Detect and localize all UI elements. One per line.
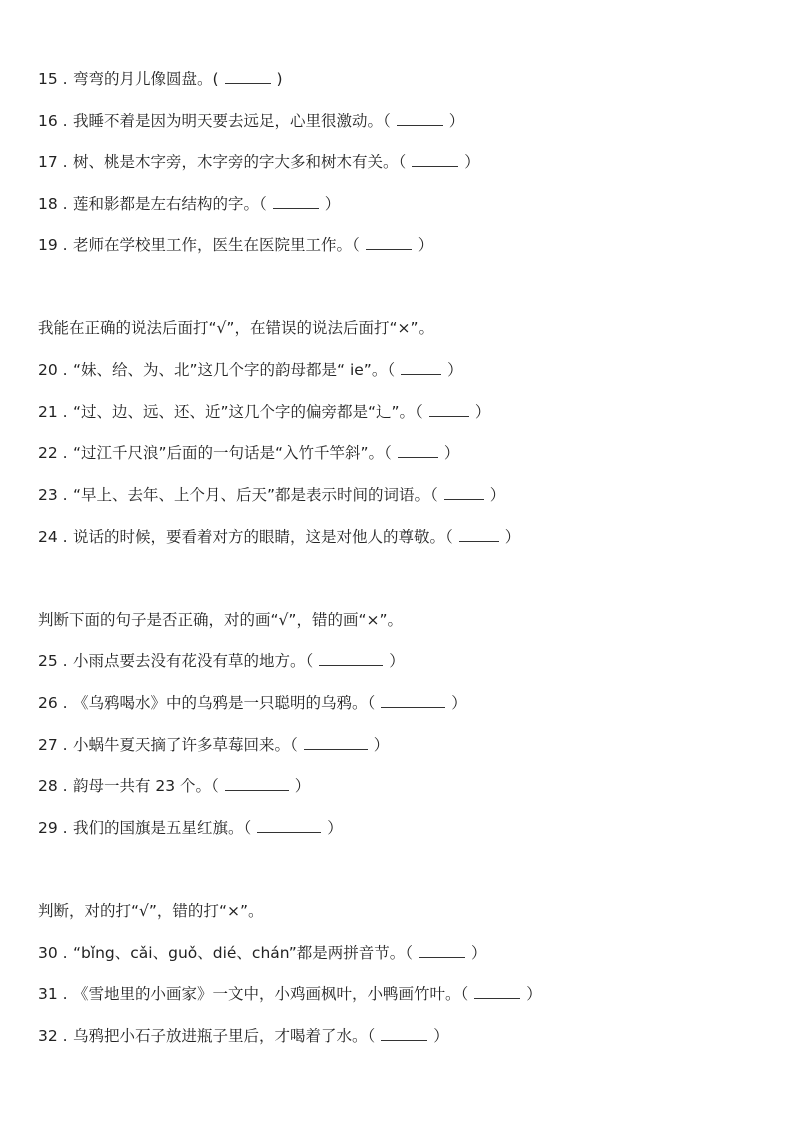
answer-blank[interactable] [419,944,465,958]
question-29 [38,818,343,838]
question-number: 16 . [38,112,68,130]
question-27 [38,735,389,755]
question-text: 我们的国旗是五星红旗。（ [72,819,252,837]
question-24 [38,527,520,547]
close-paren: ） [389,652,405,670]
question-text: “bǐng、cǎi、guǒ、dié、chán”都是两拼音节。（ [72,944,414,962]
close-paren: ） [526,985,542,1003]
close-paren: ） [373,736,390,754]
question-text: 莲和影都是左右结构的字。（ [72,195,267,213]
close-paren: ） [327,819,343,837]
question-22 [38,443,459,463]
question-20 [38,360,463,380]
question-18 [38,194,340,214]
question-31 [38,984,542,1004]
close-paren: ） [294,777,311,795]
question-text: 小雨点要去没有花没有草的地方。（ [72,652,314,670]
question-text: 树、桃是木字旁，木字旁的字大多和树木有关。（ [72,153,407,171]
question-number: 27 . [38,736,68,754]
question-text: 弯弯的月儿像圆盘。( [72,70,219,88]
question-32 [38,1026,449,1046]
section-instruction: 判断下面的句子是否正确，对的画“√”，错的画“×”。 [38,611,403,629]
answer-blank[interactable] [474,985,520,999]
question-text: “妹、给、为、北”这几个字的韵母都是“ ie”。（ [72,361,396,379]
question-25 [38,651,405,671]
question-number: 22 . [38,444,68,462]
question-15 [38,69,283,89]
answer-blank[interactable] [319,652,383,666]
question-text: 我睡不着是因为明天要去远足，心里很激动。（ [72,112,391,130]
question-text: 韵母一共有 23 个。（ [72,777,219,795]
question-number: 21 . [38,403,68,421]
answer-blank[interactable] [429,403,469,417]
question-26 [38,693,467,713]
answer-blank[interactable] [459,528,499,542]
question-23 [38,485,505,505]
close-paren: ） [504,528,521,546]
answer-blank[interactable] [225,70,271,84]
answer-blank[interactable] [444,486,484,500]
question-text: 说话的时候，要看着对方的眼睛，这是对他人的尊敬。（ [72,528,453,546]
answer-blank[interactable] [397,112,443,126]
answer-blank[interactable] [366,236,412,250]
answer-blank[interactable] [381,694,445,708]
close-paren: ） [324,195,341,213]
question-number: 31 . [38,985,68,1003]
answer-blank[interactable] [273,195,319,209]
question-30 [38,943,487,963]
close-paren: ） [471,944,487,962]
answer-blank[interactable] [381,1027,427,1041]
question-number: 17 . [38,153,68,171]
answer-blank[interactable] [225,777,289,791]
answer-blank[interactable] [412,153,458,167]
question-number: 28 . [38,777,68,795]
close-paren: ） [489,486,506,504]
question-number: 23 . [38,486,68,504]
question-number: 29 . [38,819,68,837]
question-text: “过、边、远、还、近”这几个字的偏旁都是“辶”。（ [72,403,423,421]
question-21 [38,402,490,422]
question-text: 《乌鸦喝水》中的乌鸦是一只聪明的乌鸦。（ [72,694,376,712]
close-paren: ） [474,403,491,421]
question-17 [38,152,480,172]
question-text: “过江千尺浪”后面的一句话是“入竹千竿斜”。（ [72,444,392,462]
close-paren: ） [443,444,460,462]
question-number: 15 . [38,70,68,88]
question-number: 18 . [38,195,68,213]
answer-blank[interactable] [401,361,441,375]
question-text: 乌鸦把小石子放进瓶子里后，才喝着了水。（ [72,1027,376,1045]
question-28 [38,776,310,796]
answer-blank[interactable] [304,736,368,750]
close-paren: ) [276,70,283,88]
question-16 [38,111,464,131]
question-number: 30 . [38,944,68,962]
close-paren: ） [451,694,467,712]
close-paren: ） [447,361,463,379]
question-number: 32 . [38,1027,68,1045]
question-number: 24 . [38,528,68,546]
close-paren: ） [433,1027,449,1045]
section-instruction: 我能在正确的说法后面打“√”，在错误的说法后面打“×”。 [38,319,434,337]
question-text: “早上、去年、上个月、后天”都是表示时间的词语。（ [72,486,438,504]
close-paren: ） [448,112,465,130]
question-19 [38,235,433,255]
question-text: 《雪地里的小画家》一文中，小鸡画枫叶，小鸭画竹叶。（ [72,985,469,1003]
question-text: 老师在学校里工作，医生在医院里工作。（ [72,236,360,254]
answer-blank[interactable] [257,819,321,833]
question-number: 20 . [38,361,68,379]
question-number: 26 . [38,694,68,712]
section-instruction: 判断，对的打“√”，错的打“×”。 [38,902,264,920]
question-number: 25 . [38,652,68,670]
close-paren: ） [464,153,480,171]
answer-blank[interactable] [398,444,438,458]
question-text: 小蜗牛夏天摘了许多草莓回来。（ [72,736,298,754]
close-paren: ） [417,236,434,254]
question-number: 19 . [38,236,68,254]
